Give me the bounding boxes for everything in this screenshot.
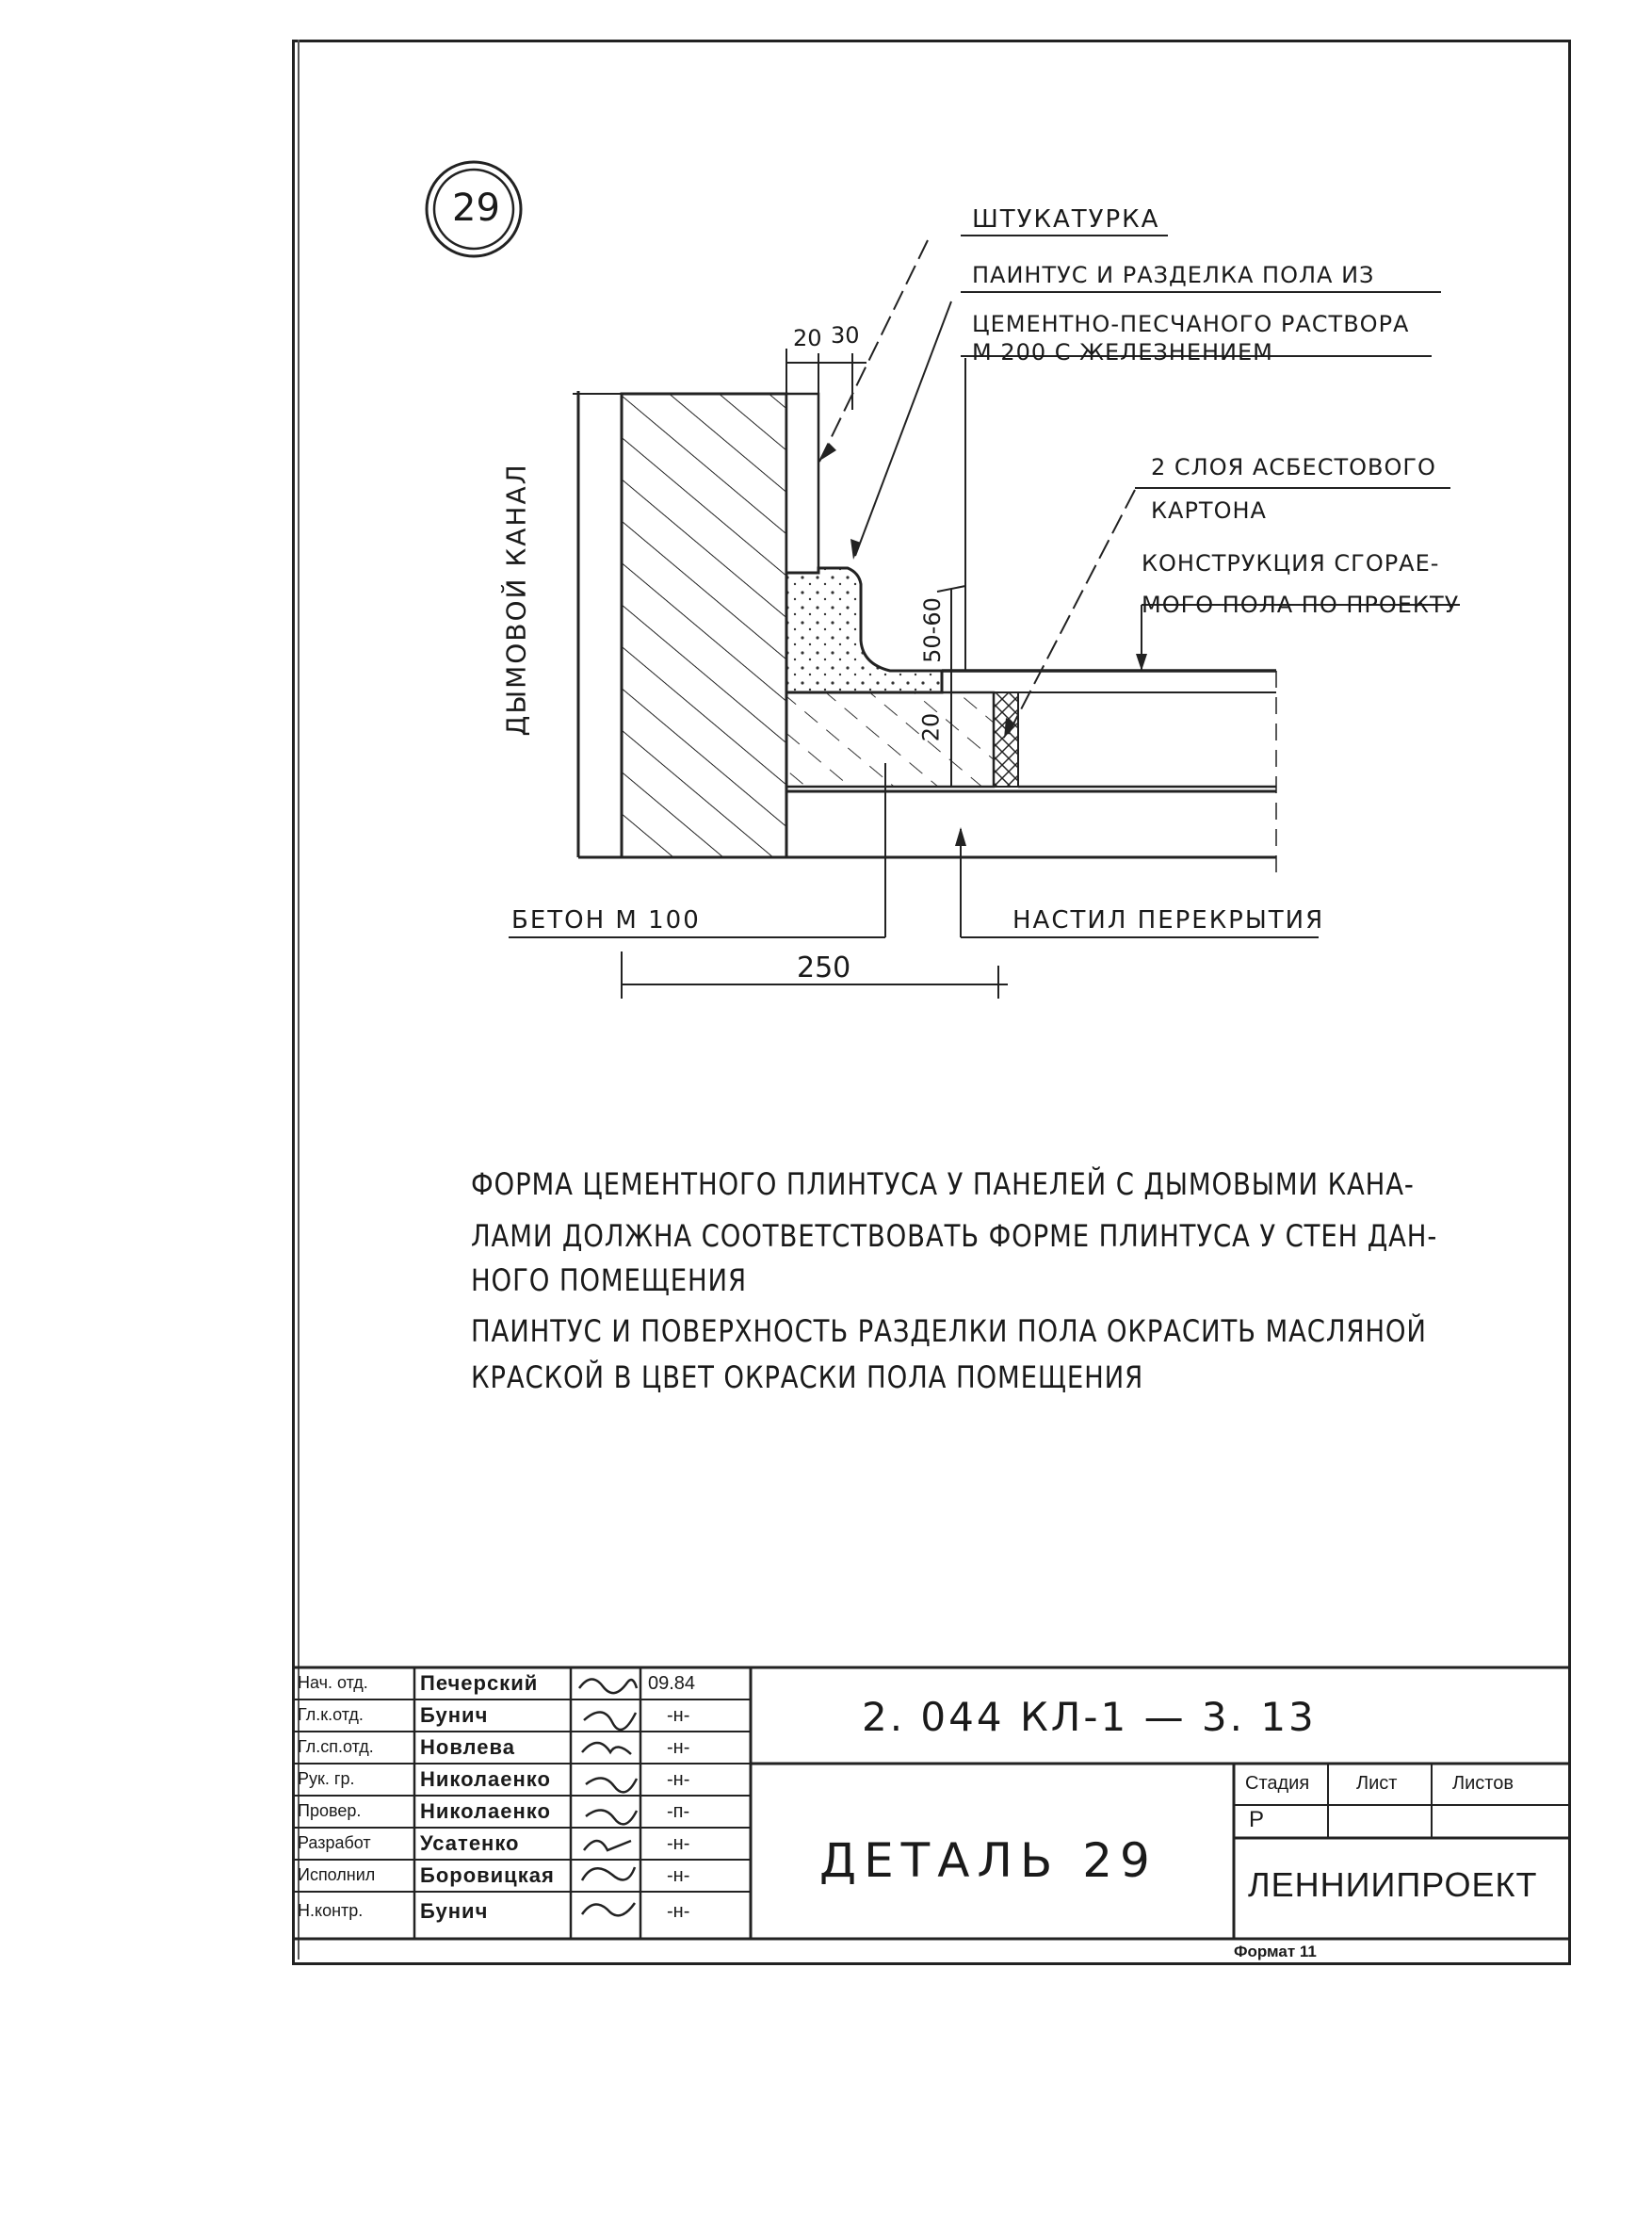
note-line-3: НОГО ПОМЕЩЕНИЯ <box>471 1262 747 1298</box>
sheet-title: ДЕТАЛЬ 29 <box>819 1833 1158 1888</box>
label-concrete: БЕТОН М 100 <box>511 906 701 935</box>
signatory-date-5: -п- <box>667 1801 690 1822</box>
signatory-date-3: -н- <box>667 1737 690 1758</box>
title-block <box>292 1666 1568 1962</box>
plaster-layer <box>786 394 818 573</box>
sheets-header: Листов <box>1452 1773 1514 1794</box>
label-skirting-2: ЦЕМЕНТНО-ПЕСЧАНОГО РАСТВОРА <box>972 311 1410 337</box>
chimney-wall <box>573 391 791 857</box>
asbestos-cardboard <box>994 692 1018 787</box>
signatory-name-6: Усатенко <box>420 1831 520 1855</box>
label-asbestos-2: КАРТОНА <box>1151 497 1267 524</box>
signatory-name-7: Боровицкая <box>420 1863 555 1887</box>
note-line-5: КРАСКОЙ В ЦВЕТ ОКРАСКИ ПОЛА ПОМЕЩЕНИЯ <box>471 1359 1144 1395</box>
dimension-label-50-60: 50-60 <box>918 597 946 663</box>
label-floor-2: МОГО ПОЛА ПО ПРОЕКТУ <box>1142 592 1460 618</box>
signatory-role-3: Гл.сп.отд. <box>298 1737 374 1756</box>
signatory-role-6: Разработ <box>298 1833 371 1852</box>
signatures <box>579 1679 637 1915</box>
dimension-label-30: 30 <box>831 322 860 349</box>
label-skirting-1: ПАИНТУС И РАЗДЕЛКА ПОЛА ИЗ <box>972 262 1375 288</box>
signatory-name-4: Николаенко <box>420 1767 551 1791</box>
signatory-role-7: Исполнил <box>298 1865 376 1884</box>
signatory-name-8: Бунич <box>420 1899 489 1923</box>
signatory-name-3: Новлева <box>420 1735 515 1759</box>
signatory-date-2: -н- <box>667 1705 690 1726</box>
label-plaster: ШТУКАТУРКА <box>972 205 1160 234</box>
stage-header: Стадия <box>1245 1773 1310 1794</box>
signatory-name-5: Николаенко <box>420 1799 551 1823</box>
signatory-date-8: -н- <box>667 1901 690 1922</box>
organization-name: ЛЕННИИПРОЕКТ <box>1248 1865 1538 1904</box>
signatory-role-2: Гл.к.отд. <box>298 1705 364 1724</box>
signatory-name-1: Печерский <box>420 1671 539 1695</box>
signatory-name-2: Бунич <box>420 1703 489 1727</box>
note-line-1: ФОРМА ЦЕМЕНТНОГО ПЛИНТУСА У ПАНЕЛЕЙ С ДЫМОВЫМИ КАНА- <box>471 1166 1415 1202</box>
signatory-date-7: -н- <box>667 1865 690 1886</box>
label-asbestos-1: 2 СЛОЯ АСБЕСТОВОГО <box>1151 454 1436 480</box>
signatory-date-1: 09.84 <box>648 1673 696 1694</box>
format-label: Формат 11 <box>1234 1943 1317 1960</box>
signatory-role-1: Нач. отд. <box>298 1673 368 1692</box>
note-line-2: ЛАМИ ДОЛЖНА СООТВЕТСТВОВАТЬ ФОРМЕ ПЛИНТУСА У СТЕН ДАН- <box>471 1218 1438 1254</box>
signatory-role-5: Провер. <box>298 1801 362 1820</box>
stage-value: Р <box>1249 1807 1265 1832</box>
sheet-header: Лист <box>1356 1773 1398 1794</box>
document-code: 2. 044 КЛ-1 — 3. 13 <box>862 1694 1317 1740</box>
label-skirting-3: М 200 С ЖЕЛЕЗНЕНИЕМ <box>972 339 1273 366</box>
signatory-date-6: -н- <box>667 1833 690 1854</box>
dimension-label-20-vertical: 20 <box>917 712 945 742</box>
signatory-role-8: Н.контр. <box>298 1901 364 1920</box>
note-line-4: ПАИНТУС И ПОВЕРХНОСТЬ РАЗДЕЛКИ ПОЛА ОКРАСИТЬ МАСЛЯНОЙ <box>471 1313 1427 1349</box>
concrete-fill <box>786 692 994 787</box>
dimension-label-20: 20 <box>793 325 822 351</box>
detail-number: 29 <box>452 187 500 230</box>
signatory-date-4: -н- <box>667 1769 690 1790</box>
dimension-label-250: 250 <box>797 951 851 984</box>
label-slab: НАСТИЛ ПЕРЕКРЫТИЯ <box>1012 906 1325 935</box>
signatory-role-4: Рук. гр. <box>298 1769 355 1788</box>
label-floor-1: КОНСТРУКЦИЯ СГОРАЕ- <box>1142 550 1440 577</box>
label-chimney: ДЫМОВОЙ КАНАЛ <box>500 463 532 737</box>
